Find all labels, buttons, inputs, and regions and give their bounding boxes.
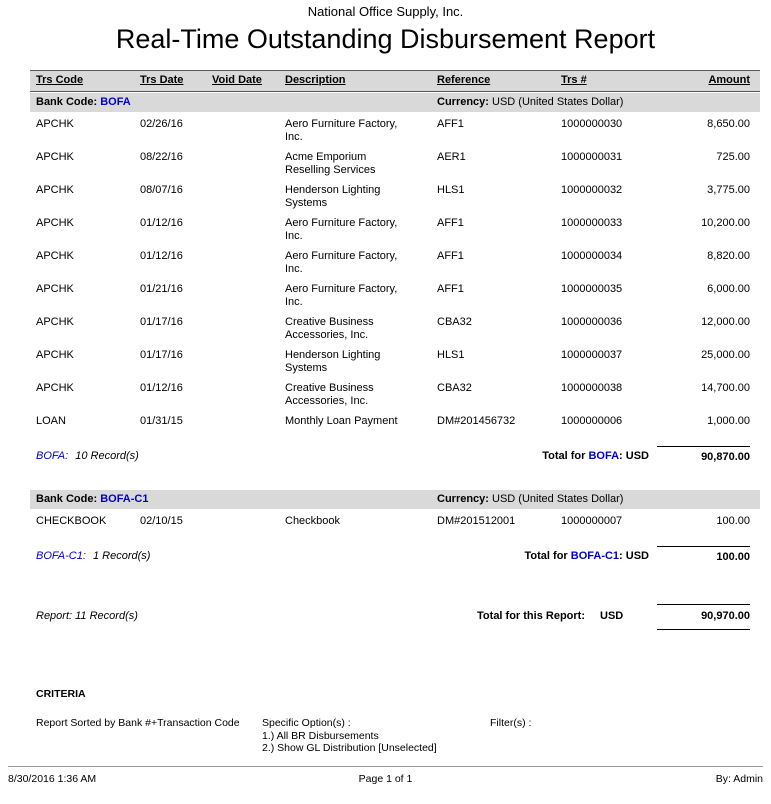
col-trs-date: Trs Date bbox=[140, 74, 184, 86]
group-record-count bbox=[36, 546, 285, 563]
cell-trs-code: APCHK bbox=[36, 118, 74, 130]
cell-trs-date: 08/07/16 bbox=[140, 184, 183, 196]
group-code: BOFA-C1: bbox=[36, 550, 86, 562]
total-suffix: : USD bbox=[619, 550, 649, 562]
option-item: 2.) Show GL Distribution [Unselected] bbox=[262, 742, 437, 754]
currency-block bbox=[437, 96, 750, 109]
cell-description: Aero Furniture Factory, Inc. bbox=[285, 118, 398, 143]
cell-trs-date: 01/12/16 bbox=[140, 382, 183, 394]
cell-description: Checkbook bbox=[285, 515, 341, 527]
cell-trs-num: 1000000037 bbox=[561, 349, 623, 361]
cell-void-date bbox=[212, 250, 285, 277]
page-title: Real-Time Outstanding Disbursement Report bbox=[115, 24, 656, 54]
table-row bbox=[30, 343, 760, 376]
criteria-details bbox=[30, 717, 771, 755]
cell-trs-num: 1000000030 bbox=[561, 118, 623, 130]
cell-void-date bbox=[212, 151, 285, 178]
table-row bbox=[30, 277, 760, 310]
cell-amount: 8,820.00 bbox=[707, 250, 750, 262]
cell-reference: AFF1 bbox=[437, 250, 464, 262]
cell-trs-date: 01/21/16 bbox=[140, 283, 183, 295]
bank-code-value[interactable]: BOFA bbox=[100, 96, 131, 108]
cell-trs-code: APCHK bbox=[36, 382, 74, 394]
report-record-count: Report: 11 Record(s) bbox=[36, 610, 138, 622]
criteria-heading: CRITERIA bbox=[36, 688, 86, 700]
cell-amount: 100.00 bbox=[716, 515, 750, 527]
group-total-label bbox=[285, 546, 657, 563]
cell-trs-num: 1000000032 bbox=[561, 184, 623, 196]
report-table bbox=[30, 70, 760, 630]
bank-code-label: Bank Code: bbox=[36, 493, 98, 505]
table-row bbox=[30, 145, 760, 178]
cell-reference: HLS1 bbox=[437, 349, 465, 361]
report-total-amount: 90,970.00 bbox=[657, 604, 750, 630]
cell-trs-num: 1000000031 bbox=[561, 151, 623, 163]
cell-trs-date: 01/12/16 bbox=[140, 217, 183, 229]
table-row bbox=[30, 509, 760, 542]
table-row bbox=[30, 310, 760, 343]
bank-group-header bbox=[30, 490, 760, 509]
table-row bbox=[30, 178, 760, 211]
cell-amount: 25,000.00 bbox=[701, 349, 750, 361]
report-total-label: Total for this Report: bbox=[477, 610, 585, 622]
group-record-count bbox=[36, 446, 285, 463]
cell-trs-code: APCHK bbox=[36, 151, 74, 163]
group-total-label bbox=[285, 446, 657, 463]
cell-description: Henderson Lighting Systems bbox=[285, 349, 381, 374]
col-amount: Amount bbox=[708, 74, 750, 86]
cell-trs-date: 01/31/15 bbox=[140, 415, 183, 427]
cell-void-date bbox=[212, 217, 285, 244]
criteria-sort: Report Sorted by Bank #+Transaction Code bbox=[36, 717, 240, 729]
cell-trs-code: APCHK bbox=[36, 184, 74, 196]
col-description: Description bbox=[285, 74, 346, 86]
cell-trs-date: 01/12/16 bbox=[140, 250, 183, 262]
footer-author: By: Admin bbox=[715, 773, 764, 785]
cell-trs-date: 08/22/16 bbox=[140, 151, 183, 163]
cell-trs-date: 01/17/16 bbox=[140, 349, 183, 361]
cell-trs-date: 02/10/15 bbox=[140, 515, 183, 527]
currency-value: USD (United States Dollar) bbox=[492, 96, 624, 108]
currency-label: Currency: bbox=[437, 493, 489, 505]
cell-amount: 1,000.00 bbox=[707, 415, 750, 427]
table-row bbox=[30, 376, 760, 409]
report-total-currency: USD bbox=[600, 610, 624, 622]
cell-trs-date: 01/17/16 bbox=[140, 316, 183, 328]
cell-reference: AER1 bbox=[437, 151, 466, 163]
cell-void-date bbox=[212, 382, 285, 409]
cell-description: Creative Business Accessories, Inc. bbox=[285, 316, 374, 341]
cell-void-date bbox=[212, 283, 285, 310]
cell-trs-num: 1000000007 bbox=[561, 515, 623, 527]
group-records: 10 Record(s) bbox=[75, 450, 139, 462]
cell-amount: 6,000.00 bbox=[707, 283, 750, 295]
cell-reference: CBA32 bbox=[437, 316, 472, 328]
cell-trs-code: CHECKBOOK bbox=[36, 515, 107, 527]
cell-reference: AFF1 bbox=[437, 283, 464, 295]
bank-group-header bbox=[30, 93, 760, 112]
cell-trs-num: 1000000034 bbox=[561, 250, 623, 262]
total-code: BOFA-C1 bbox=[570, 550, 620, 562]
cell-trs-code: APCHK bbox=[36, 217, 74, 229]
col-trs-code: Trs Code bbox=[36, 74, 84, 86]
cell-trs-code: APCHK bbox=[36, 349, 74, 361]
cell-trs-num: 1000000033 bbox=[561, 217, 623, 229]
cell-description: Henderson Lighting Systems bbox=[285, 184, 381, 209]
cell-amount: 12,000.00 bbox=[701, 316, 750, 328]
total-prefix: Total for bbox=[542, 450, 586, 462]
cell-description: Creative Business Accessories, Inc. bbox=[285, 382, 374, 407]
footer-page-number: Page 1 of 1 bbox=[358, 773, 413, 785]
company-name: National Office Supply, Inc. bbox=[307, 4, 464, 19]
table-row bbox=[30, 244, 760, 277]
group-total-amount: 90,870.00 bbox=[657, 446, 750, 464]
table-header-row bbox=[30, 70, 760, 92]
criteria-options bbox=[262, 717, 490, 755]
total-suffix: : USD bbox=[619, 450, 649, 462]
cell-trs-num: 1000000006 bbox=[561, 415, 623, 427]
cell-trs-code: APCHK bbox=[36, 283, 74, 295]
group-summary bbox=[30, 544, 760, 564]
page-footer bbox=[8, 766, 763, 786]
cell-void-date bbox=[212, 184, 285, 211]
cell-trs-code: APCHK bbox=[36, 250, 74, 262]
table-row bbox=[30, 211, 760, 244]
cell-void-date bbox=[212, 316, 285, 343]
report-summary bbox=[30, 604, 760, 630]
cell-reference: DM#201456732 bbox=[437, 415, 516, 427]
cell-reference: DM#201512001 bbox=[437, 515, 516, 527]
cell-amount: 14,700.00 bbox=[701, 382, 750, 394]
bank-code-block bbox=[36, 493, 437, 506]
cell-trs-num: 1000000036 bbox=[561, 316, 623, 328]
cell-trs-code: LOAN bbox=[36, 415, 66, 427]
cell-void-date bbox=[212, 515, 285, 542]
currency-block bbox=[437, 493, 750, 506]
cell-void-date bbox=[212, 349, 285, 376]
total-prefix: Total for bbox=[524, 550, 568, 562]
cell-description: Monthly Loan Payment bbox=[285, 415, 398, 427]
cell-description: Acme Emporium Reselling Services bbox=[285, 151, 376, 176]
cell-void-date bbox=[212, 415, 285, 442]
group-summary bbox=[30, 444, 760, 464]
option-item: 1.) All BR Disbursements bbox=[262, 729, 379, 742]
cell-amount: 725.00 bbox=[716, 151, 750, 163]
col-trs-num: Trs # bbox=[561, 74, 587, 86]
cell-trs-date: 02/26/16 bbox=[140, 118, 183, 130]
cell-trs-code: APCHK bbox=[36, 316, 74, 328]
cell-trs-num: 1000000035 bbox=[561, 283, 623, 295]
table-row bbox=[30, 112, 760, 145]
cell-amount: 3,775.00 bbox=[707, 184, 750, 196]
footer-datetime: 8/30/2016 1:36 AM bbox=[8, 773, 97, 785]
col-void-date: Void Date bbox=[212, 74, 262, 86]
options-label: Specific Option(s) : bbox=[262, 717, 351, 729]
group-records: 1 Record(s) bbox=[92, 550, 151, 562]
cell-void-date bbox=[212, 118, 285, 145]
cell-description: Aero Furniture Factory, Inc. bbox=[285, 283, 398, 308]
bank-code-label: Bank Code: bbox=[36, 96, 98, 108]
cell-reference: HLS1 bbox=[437, 184, 465, 196]
cell-reference: AFF1 bbox=[437, 118, 464, 130]
cell-reference: CBA32 bbox=[437, 382, 472, 394]
group-code: BOFA: bbox=[36, 450, 69, 462]
cell-description: Aero Furniture Factory, Inc. bbox=[285, 250, 398, 275]
table-row bbox=[30, 409, 760, 442]
cell-trs-num: 1000000038 bbox=[561, 382, 623, 394]
criteria-filters-label: Filter(s) : bbox=[490, 717, 532, 729]
criteria-section bbox=[30, 688, 771, 755]
group-total-amount: 100.00 bbox=[657, 546, 750, 564]
total-code: BOFA bbox=[588, 450, 620, 462]
bank-code-block bbox=[36, 96, 437, 109]
bank-code-value[interactable]: BOFA-C1 bbox=[100, 493, 149, 505]
currency-value: USD (United States Dollar) bbox=[492, 493, 624, 505]
col-reference: Reference bbox=[437, 74, 491, 86]
cell-reference: AFF1 bbox=[437, 217, 464, 229]
cell-amount: 10,200.00 bbox=[701, 217, 750, 229]
currency-label: Currency: bbox=[437, 96, 489, 108]
cell-description: Aero Furniture Factory, Inc. bbox=[285, 217, 398, 242]
cell-amount: 8,650.00 bbox=[707, 118, 750, 130]
